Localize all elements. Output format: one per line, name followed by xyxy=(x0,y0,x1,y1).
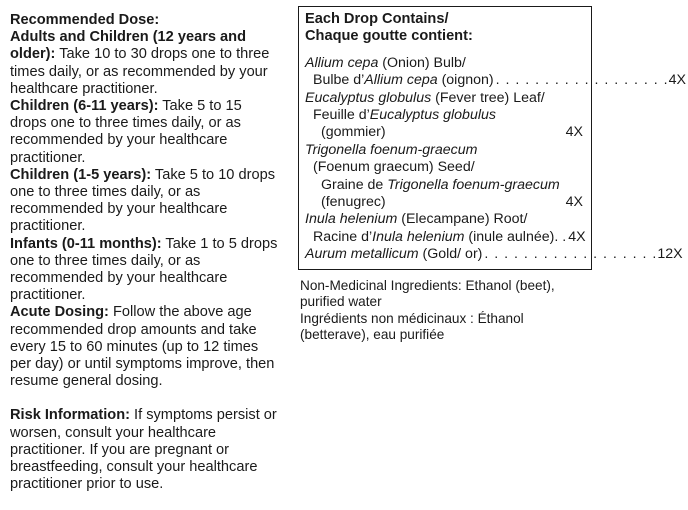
children-1-5-label: Children (1-5 years): xyxy=(10,166,152,183)
ingredient-eucalyptus: Eucalyptus globulus (Fever tree) Leaf/ Feuille d’Eucalyptus globulus (gommier) 4X xyxy=(305,89,583,141)
risk-label: Risk Information: xyxy=(10,407,130,424)
infants-dose xyxy=(10,236,282,305)
infants-text: Take 1 to 5 drops one to three times daily, or as recommended by your healthcare practitioner. xyxy=(10,235,278,304)
recommended-dose-heading: Recommended Dose: xyxy=(10,12,160,28)
each-drop-heading: Each Drop Contains/ xyxy=(305,11,449,27)
potency-inula: 4X xyxy=(568,228,586,245)
ingredients-column xyxy=(298,6,686,344)
ingredient-allium: Allium cepa (Onion) Bulb/ Bulbe d’Allium cepa (oignon) . . . . . . . . . . . . . . . . . . 4X xyxy=(305,54,686,89)
children-6-11-dose xyxy=(10,98,282,167)
potency-eucalyptus: 4X xyxy=(565,124,583,141)
potency-trigonella: 4X xyxy=(565,194,583,211)
non-medicinal-fr: Ingrédients non médicinaux : Éthanol (betterave), eau purifiée xyxy=(300,310,524,343)
potency-allium: 4X xyxy=(668,72,686,89)
chaque-goutte-heading: Chaque goutte contient: xyxy=(305,28,473,45)
children-6-11-label: Children (6-11 years): xyxy=(10,98,159,115)
adults-text: Take 10 to 30 drops one to three times daily, or as recommended by your healthcare practitioner. xyxy=(10,46,270,97)
non-medicinal-en: Non-Medicinal Ingredients: Ethanol (beet), purified water xyxy=(300,277,555,310)
ingredient-trigonella: Trigonella foenum-graecum (Foenum graecum) Seed/ Graine de Trigonella foenum-graecum (fenugrec) 4X xyxy=(305,141,583,211)
dosage-column xyxy=(10,12,282,493)
infants-label: Infants (0-11 months): xyxy=(10,235,162,252)
risk-information xyxy=(10,407,282,493)
children-6-11-text: Take 5 to 15 drops one to three times daily, or as recommended by your healthcare practitioner. xyxy=(10,98,242,166)
ingredients-box xyxy=(298,6,686,270)
non-medicinal-ingredients xyxy=(298,278,592,344)
children-1-5-dose xyxy=(10,167,282,236)
risk-text: If symptoms persist or worsen, consult your healthcare practitioner. If you are pregnant or breastfeeding, consult your healthcare practitioner prior to use. xyxy=(10,407,277,493)
acute-label: Acute Dosing: xyxy=(10,304,109,321)
acute-dosing xyxy=(10,304,282,390)
ingredient-inula: Inula helenium (Elecampane) Root/ Racine d’Inula helenium (inule aulnée). . 4X xyxy=(305,211,586,245)
potency-aurum: 12X xyxy=(657,246,683,263)
ingredient-aurum: Aurum metallicum (Gold/ or) . . . . . . . . . . . . . . . . . . 12X xyxy=(305,246,683,263)
acute-text: Follow the above age recommended drop amounts and take every 15 to 60 minutes (up to 12 times per day) or until symptoms improve, then resume general dosing. xyxy=(10,304,275,390)
children-1-5-text: Take 5 to 10 drops one to three times daily, or as recommended by your healthcare practitioner. xyxy=(10,166,275,235)
adults-dose xyxy=(10,29,282,98)
adults-label: Adults and Children (12 years and older): xyxy=(10,29,246,63)
